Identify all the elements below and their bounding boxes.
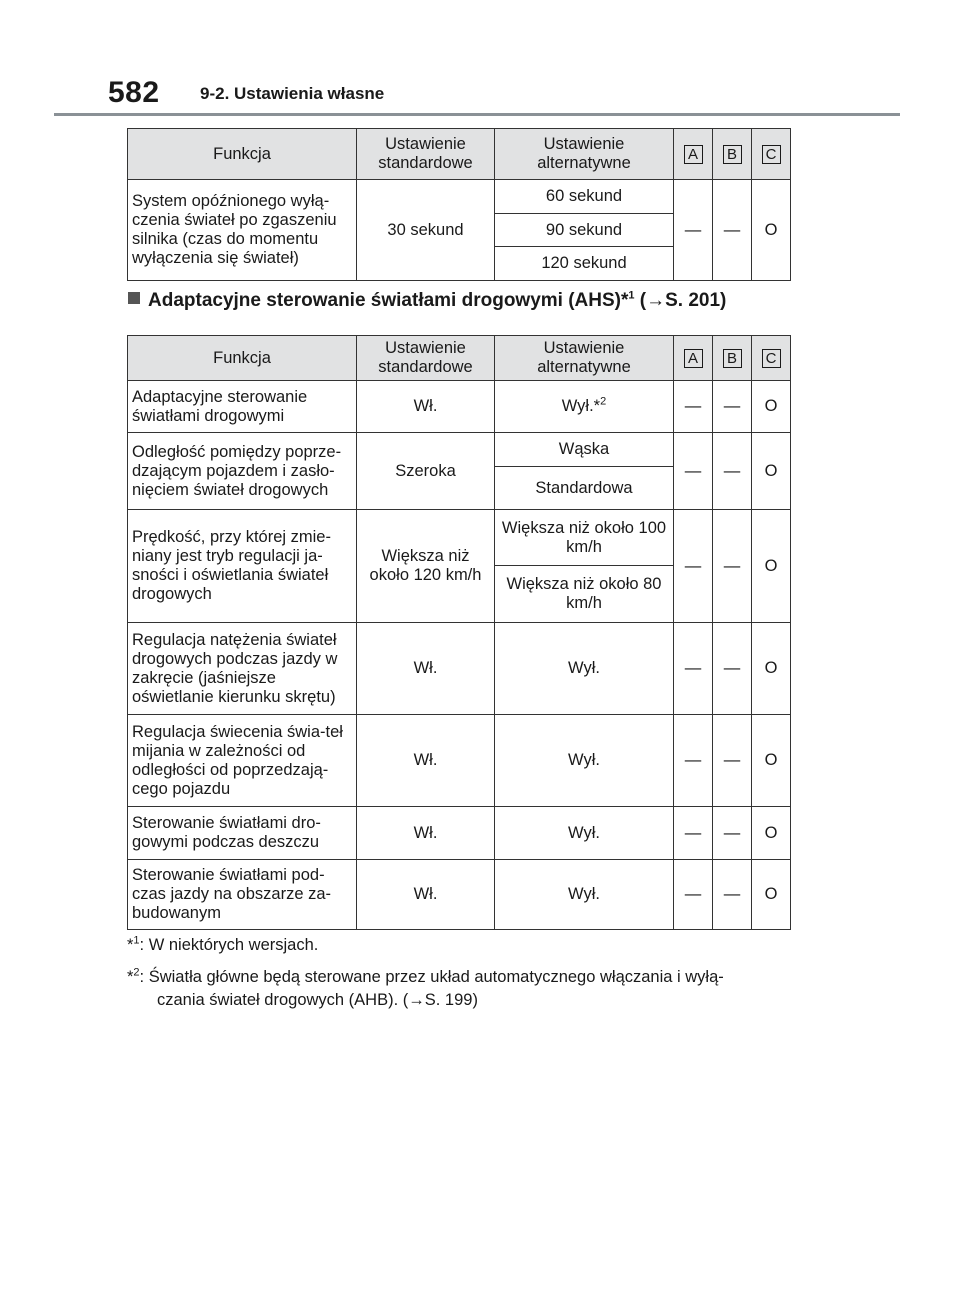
table-row <box>128 433 791 467</box>
b-cell: — <box>713 715 752 807</box>
a-cell: — <box>674 715 713 807</box>
header-divider <box>54 113 900 116</box>
b-cell: — <box>713 807 752 860</box>
function-cell: Odległość pomiędzy poprze-dzającym pojazdem i zasło-nięciem świateł drogowych <box>128 433 357 510</box>
footnote-text-continued: czania świateł drogowych (AHB). (→S. 199) <box>157 991 478 1009</box>
a-cell: — <box>674 381 713 433</box>
a-cell: — <box>674 433 713 510</box>
alternative-cell: 60 sekund <box>495 180 674 214</box>
default-cell: Wł. <box>357 623 495 715</box>
ahs-heading-footnote-mark: 1 <box>628 289 635 302</box>
b-cell: — <box>713 381 752 433</box>
c-cell: O <box>752 433 791 510</box>
table-row <box>128 860 791 930</box>
col-header-b <box>713 129 752 180</box>
table-row <box>128 180 791 214</box>
footnote-asterisk: * <box>127 968 134 986</box>
footnote-mark: 2 <box>600 395 607 408</box>
function-cell: Regulacja świecenia świa-teł mijania w zależności od odległości od poprzedzają-cego pojazdu <box>128 715 357 807</box>
function-cell: Adaptacyjne sterowanie światłami drogowymi <box>128 381 357 433</box>
ahs-page-reference: (→S. 201) <box>639 290 727 311</box>
table-row <box>128 807 791 860</box>
alternative-cell: 90 sekund <box>495 214 674 247</box>
b-cell: — <box>713 510 752 623</box>
footnote-1 <box>127 934 318 957</box>
alternative-cell: Większa niż około 100 km/h <box>495 510 674 566</box>
settings-table-lights-off-delay <box>127 128 791 281</box>
b-cell: — <box>713 623 752 715</box>
alternative-cell: Wył. <box>495 623 674 715</box>
b-cell: — <box>713 433 752 510</box>
square-bullet-icon <box>128 292 140 304</box>
page-number: 582 <box>108 76 160 109</box>
footnote-text: : W niektórych wersjach. <box>139 936 319 954</box>
col-header-default: Ustawienie standardowe <box>357 129 495 180</box>
box-c-label: C <box>762 349 781 368</box>
c-cell: O <box>752 510 791 623</box>
col-header-default: Ustawienie standardowe <box>357 336 495 381</box>
box-c-label: C <box>762 145 781 164</box>
footnote-asterisk: * <box>127 936 134 954</box>
c-cell: O <box>752 180 791 281</box>
function-cell: Prędkość, przy której zmie-niany jest tryb regulacji ja-sności i oświetlania świateł drogowych <box>128 510 357 623</box>
section-title: 9-2. Ustawienia własne <box>200 84 385 103</box>
table-header-row <box>128 129 791 180</box>
col-header-c <box>752 336 791 381</box>
settings-table-ahs <box>127 335 791 930</box>
b-cell: — <box>713 860 752 930</box>
a-cell: — <box>674 860 713 930</box>
default-cell: Wł. <box>357 715 495 807</box>
table-row <box>128 381 791 433</box>
footnote-2 <box>127 966 724 1012</box>
alternative-cell: Większa niż około 80 km/h <box>495 566 674 623</box>
c-cell: O <box>752 381 791 433</box>
c-cell: O <box>752 623 791 715</box>
c-cell: O <box>752 807 791 860</box>
col-header-c <box>752 129 791 180</box>
function-cell: Sterowanie światłami pod-czas jazdy na obszarze za-budowanym <box>128 860 357 930</box>
table-header-row <box>128 336 791 381</box>
function-cell: Sterowanie światłami dro-gowymi podczas deszczu <box>128 807 357 860</box>
alternative-cell: Wył. <box>495 860 674 930</box>
table-row <box>128 715 791 807</box>
page-header <box>0 0 960 120</box>
alternative-cell: Standardowa <box>495 467 674 510</box>
col-header-function: Funkcja <box>128 336 357 381</box>
default-cell: Większa niż około 120 km/h <box>357 510 495 623</box>
alternative-cell: Wąska <box>495 433 674 467</box>
footnote-number: 1 <box>133 934 140 947</box>
footnote-number: 2 <box>133 966 140 979</box>
box-a-label: A <box>684 349 703 368</box>
box-b-label: B <box>723 349 742 368</box>
alternative-cell <box>495 381 674 433</box>
function-cell: System opóźnionego wyłą-czenia świateł po zgaszeniu silnika (czas do momentu wyłączenia się świateł) <box>128 180 357 281</box>
footnote-text: : Światła główne będą sterowane przez układ automatycznego włączania i wyłą- <box>139 968 724 986</box>
box-b-label: B <box>723 145 742 164</box>
ahs-section-heading <box>128 290 726 312</box>
col-header-a <box>674 336 713 381</box>
a-cell: — <box>674 180 713 281</box>
col-header-b <box>713 336 752 381</box>
alternative-cell: Wył. <box>495 807 674 860</box>
col-header-alternative: Ustawienie alternatywne <box>495 129 674 180</box>
ahs-heading-text: Adaptacyjne sterowanie światłami drogowymi (AHS)* <box>148 290 629 311</box>
default-cell: 30 sekund <box>357 180 495 281</box>
default-cell: Wł. <box>357 860 495 930</box>
default-cell: Wł. <box>357 807 495 860</box>
function-cell: Regulacja natężenia świateł drogowych podczas jazdy w zakręcie (jaśniejsze oświetlanie kierunku skrętu) <box>128 623 357 715</box>
c-cell: O <box>752 715 791 807</box>
a-cell: — <box>674 510 713 623</box>
alternative-cell: Wył. <box>495 715 674 807</box>
col-header-a <box>674 129 713 180</box>
a-cell: — <box>674 807 713 860</box>
default-cell: Wł. <box>357 381 495 433</box>
a-cell: — <box>674 623 713 715</box>
b-cell: — <box>713 180 752 281</box>
col-header-alternative: Ustawienie alternatywne <box>495 336 674 381</box>
c-cell: O <box>752 860 791 930</box>
alternative-cell: 120 sekund <box>495 247 674 281</box>
box-a-label: A <box>684 145 703 164</box>
col-header-function: Funkcja <box>128 129 357 180</box>
table-row <box>128 623 791 715</box>
table-row <box>128 510 791 566</box>
alternative-text: Wył.* <box>561 397 601 415</box>
default-cell: Szeroka <box>357 433 495 510</box>
